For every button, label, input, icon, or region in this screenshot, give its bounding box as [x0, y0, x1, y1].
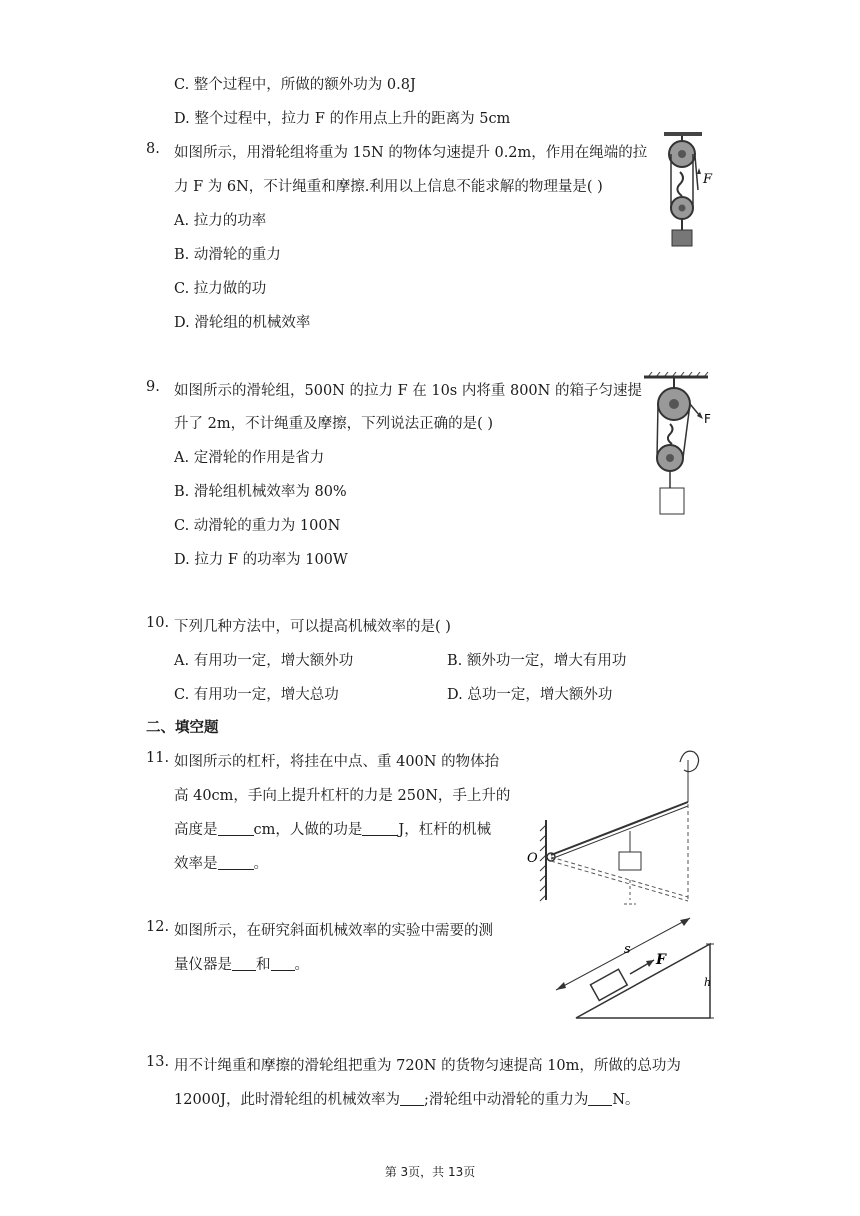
q11-stem-line2: 高 40cm，手向上提升杠杆的力是 250N，手上升的	[174, 788, 511, 804]
q9-pulley-figure	[640, 372, 720, 518]
q8-stem-line2: 力 F 为 6N，不计绳重和摩擦.利用以上信息不能求解的物理量是( )	[174, 179, 603, 195]
q11-stem-line4	[174, 852, 268, 873]
q13-stem-line1: 用不计绳重和摩擦的滑轮组把重为 720N 的货物匀速提高 10m，所做的总功为	[174, 1058, 681, 1074]
q13-text-b: ;滑轮组中动滑轮的重力为	[423, 1092, 589, 1108]
q11-text-c: J，杠杆的机械	[398, 822, 492, 838]
q13-number: 13.	[146, 1054, 170, 1070]
q12-height-label: h	[704, 976, 712, 989]
q11-text-a: 高度是	[174, 822, 218, 838]
q11-blank-efficiency[interactable]	[218, 855, 254, 870]
q11-text-e: 。	[253, 856, 268, 872]
q12-text-b: 和	[256, 957, 271, 973]
q9-force-label: F	[704, 412, 711, 426]
q12-incline-figure	[550, 912, 720, 1024]
q11-text-b: cm，人做的功是	[253, 822, 363, 838]
q9-option-a: A. 定滑轮的作用是省力	[174, 450, 325, 466]
q12-stem-line1: 如图所示，在研究斜面机械效率的实验中需要的测	[174, 923, 493, 939]
q10-option-d: D. 总功一定，增大额外功	[447, 687, 613, 703]
q8-option-b: B. 动滑轮的重力	[174, 247, 281, 263]
q10-stem: 下列几种方法中，可以提高机械效率的是( )	[174, 619, 451, 635]
page-footer: 第 3页，共 13页	[384, 1165, 476, 1179]
q11-text-d: 效率是	[174, 856, 218, 872]
q9-stem-line1: 如图所示的滑轮组，500N 的拉力 F 在 10s 内将重 800N 的箱子匀速提	[174, 383, 642, 399]
q10-option-b: B. 额外功一定，增大有用功	[447, 653, 627, 669]
q10-number: 10.	[146, 615, 170, 631]
q9-stem-line2: 升了 2m，不计绳重及摩擦，下列说法正确的是( )	[174, 416, 494, 432]
q12-distance-label: s	[624, 942, 631, 957]
q12-text-a: 量仪器是	[174, 957, 232, 973]
q12-number: 12.	[146, 919, 170, 935]
q10-option-c: C. 有用功一定，增大总功	[174, 687, 339, 703]
q7-option-c: C. 整个过程中，所做的额外功为 0.8J	[174, 77, 416, 93]
q11-pivot-label: O	[527, 851, 538, 866]
q9-number: 9.	[146, 379, 160, 395]
q13-text-c: N。	[612, 1092, 640, 1108]
q12-stem-line2	[174, 953, 309, 974]
q11-lever-figure	[520, 740, 720, 912]
q11-blank-work[interactable]	[362, 821, 398, 836]
q10-option-a: A. 有用功一定，增大额外功	[174, 653, 354, 669]
q12-blank-2[interactable]	[271, 956, 295, 971]
q11-blank-height[interactable]	[218, 821, 254, 836]
q13-blank-efficiency[interactable]	[400, 1091, 424, 1106]
section-heading: 二、填空题	[146, 720, 219, 736]
q8-stem-line1: 如图所示，用滑轮组将重为 15N 的物体匀速提升 0.2m，作用在绳端的拉	[174, 145, 648, 161]
q8-option-c: C. 拉力做的功	[174, 281, 267, 297]
q9-option-b: B. 滑轮组机械效率为 80%	[174, 484, 347, 500]
q12-text-c: 。	[294, 957, 309, 973]
q11-stem-line3	[174, 818, 491, 839]
q8-number: 8.	[146, 141, 160, 157]
q9-option-d: D. 拉力 F 的功率为 100W	[174, 552, 348, 568]
q11-number: 11.	[146, 750, 170, 766]
q13-text-a: 12000J，此时滑轮组的机械效率为	[174, 1092, 400, 1108]
q12-force-label: F	[656, 952, 666, 968]
q13-stem-line2	[174, 1088, 640, 1109]
q9-option-c: C. 动滑轮的重力为 100N	[174, 518, 341, 534]
q12-blank-1[interactable]	[232, 956, 256, 971]
q8-option-a: A. 拉力的功率	[174, 213, 267, 229]
q8-option-d: D. 滑轮组的机械效率	[174, 315, 311, 331]
q7-option-d: D. 整个过程中，拉力 F 的作用点上升的距离为 5cm	[174, 111, 511, 127]
q13-blank-weight[interactable]	[588, 1091, 612, 1106]
q11-stem-line1: 如图所示的杠杆，将挂在中点、重 400N 的物体抬	[174, 754, 500, 770]
q8-pulley-figure	[660, 130, 720, 252]
q8-force-label: F	[703, 172, 713, 187]
